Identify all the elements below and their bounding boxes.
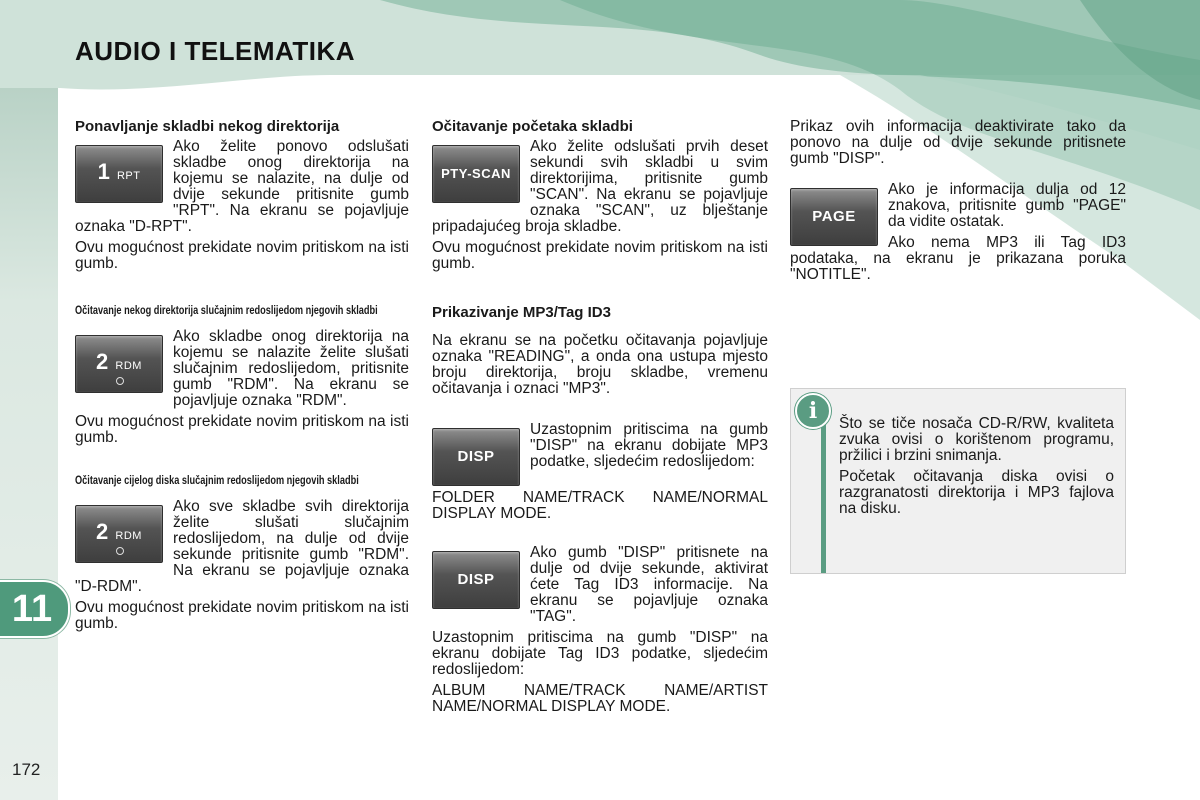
paragraph: Ako je informacija dulja od 12 znakova, pritisnite gumb "PAGE" da vidite ostatak. (888, 181, 1126, 230)
section-heading-scan: Očitavanje početaka skladbi (432, 118, 633, 135)
column-2 (432, 119, 768, 720)
page-number: 172 (12, 760, 41, 779)
rdm-button-image (75, 505, 163, 563)
paragraph: Ako želite odslušati prvih deset sekundi svih skladbi u svim direktorijima, pritisnite gumb "SCAN". Na ekranu se pojavljuje oznaka "SCAN", uz blještanje pripadajućeg broja skladbe. (432, 138, 768, 235)
section-heading-mp3-tag: Prikazivanje MP3/Tag ID3 (432, 304, 611, 321)
disp-button-image (432, 428, 520, 486)
paragraph: Ako gumb "DISP" pritisnete na dulje od dvije sekunde, aktivirat ćete Tag ID3 informacije. Na ekranu se pojavljuje oznaka "TAG". (530, 544, 768, 625)
paragraph: Uzastopnim pritiscima na gumb "DISP" na ekranu dobijate MP3 podatke, sljedećim redoslijedom: (530, 421, 768, 470)
paragraph: Na ekranu se na početku očitavanja pojavljuje oznaka "READING", a onda ona ustupa mjesto broju direktorija, broju skladbe, vremenu očitavanja i oznaci "MP3". (432, 332, 768, 397)
paragraph: Ovu mogućnost prekidate novim pritiskom na isti gumb. (75, 239, 409, 272)
paragraph: Početak očitavanja diska ovisi o razgranatosti direktorija i MP3 fajlova na disku. (839, 468, 1114, 517)
column-1 (75, 119, 409, 637)
rpt-label: RPT (116, 170, 141, 182)
rdm-label: RDM (115, 360, 142, 372)
pty-scan-button-image (432, 145, 520, 203)
rdm-number: 2 (96, 349, 109, 374)
disp-label: DISP (457, 571, 495, 588)
paragraph: Ako želite ponovo odslušati skladbe onog direktorija na kojemu se nalazite, na dulje od dvije sekunde pritisnite gumb "RPT". Na ekranu se pojavljuje oznaka "D-RPT". (75, 138, 409, 235)
rpt-number: 1 (97, 159, 111, 184)
paragraph: Ako nema MP3 ili Tag ID3 podataka, na ekranu je prikazana poruka "NOTITLE". (790, 234, 1126, 283)
page-label: PAGE (812, 208, 856, 225)
page-title: AUDIO I TELEMATIKA (75, 36, 356, 66)
section-heading-random-disc: Očitavanje cijelog diska slučajnim redoslijedom njegovih skladbi (75, 475, 359, 487)
paragraph: ALBUM NAME/TRACK NAME/ARTIST NAME/NORMAL DISPLAY MODE. (432, 682, 768, 715)
paragraph: Ovu mogućnost prekidate novim pritiskom na isti gumb. (75, 599, 409, 632)
info-box (790, 388, 1126, 574)
paragraph: Ovu mogućnost prekidate novim pritiskom na isti gumb. (432, 239, 768, 272)
paragraph: Uzastopnim pritiscima na gumb "DISP" na ekranu dobijate Tag ID3 podatke, sljedećim redoslijedom: (432, 629, 768, 678)
paragraph: Ako sve skladbe svih direktorija želite slušati slučajnim redoslijedom, na dulje od dvije sekunde pritisnite gumb "RDM". Na ekranu se pojavljuje oznaka "D-RDM". (75, 498, 409, 595)
rdm-number: 2 (96, 519, 109, 544)
rpt-button-image (75, 145, 163, 203)
disp-label: DISP (457, 448, 495, 465)
circle-icon (116, 377, 124, 385)
circle-icon (116, 547, 124, 555)
rdm-button-image (75, 335, 163, 393)
page-button-image (790, 188, 878, 246)
info-icon: i (795, 393, 831, 429)
column-3 (790, 119, 1126, 288)
chapter-tab: 11 (0, 580, 70, 638)
paragraph: FOLDER NAME/TRACK NAME/NORMAL DISPLAY MODE. (432, 489, 768, 522)
info-text (839, 416, 1114, 522)
disp-button-image (432, 551, 520, 609)
paragraph: Ako skladbe onog direktorija na kojemu se nalazite želite slušati slučajnim redoslijedom, pritisnite gumb "RDM". Na ekranu se pojavljuje oznaka "RDM". (173, 328, 409, 409)
paragraph: Ovu mogućnost prekidate novim pritiskom na isti gumb. (75, 413, 409, 446)
pty-scan-label: PTY-SCAN (441, 166, 511, 181)
rdm-label: RDM (115, 530, 142, 542)
side-strip (0, 88, 58, 800)
info-box-accent-bar (821, 405, 826, 573)
section-heading-repeat: Ponavljanje skladbi nekog direktorija (75, 118, 340, 135)
paragraph: Prikaz ovih informacija deaktivirate tako da ponovo na dulje od dvije sekunde pritisnete gumb "DISP". (790, 118, 1126, 167)
section-heading-random-dir: Očitavanje nekog direktorija slučajnim redoslijedom njegovih skladbi (75, 305, 378, 317)
paragraph: Što se tiče nosača CD-R/RW, kvaliteta zvuka ovisi o korištenom programu, pržilici i brzini snimanja. (839, 415, 1114, 464)
